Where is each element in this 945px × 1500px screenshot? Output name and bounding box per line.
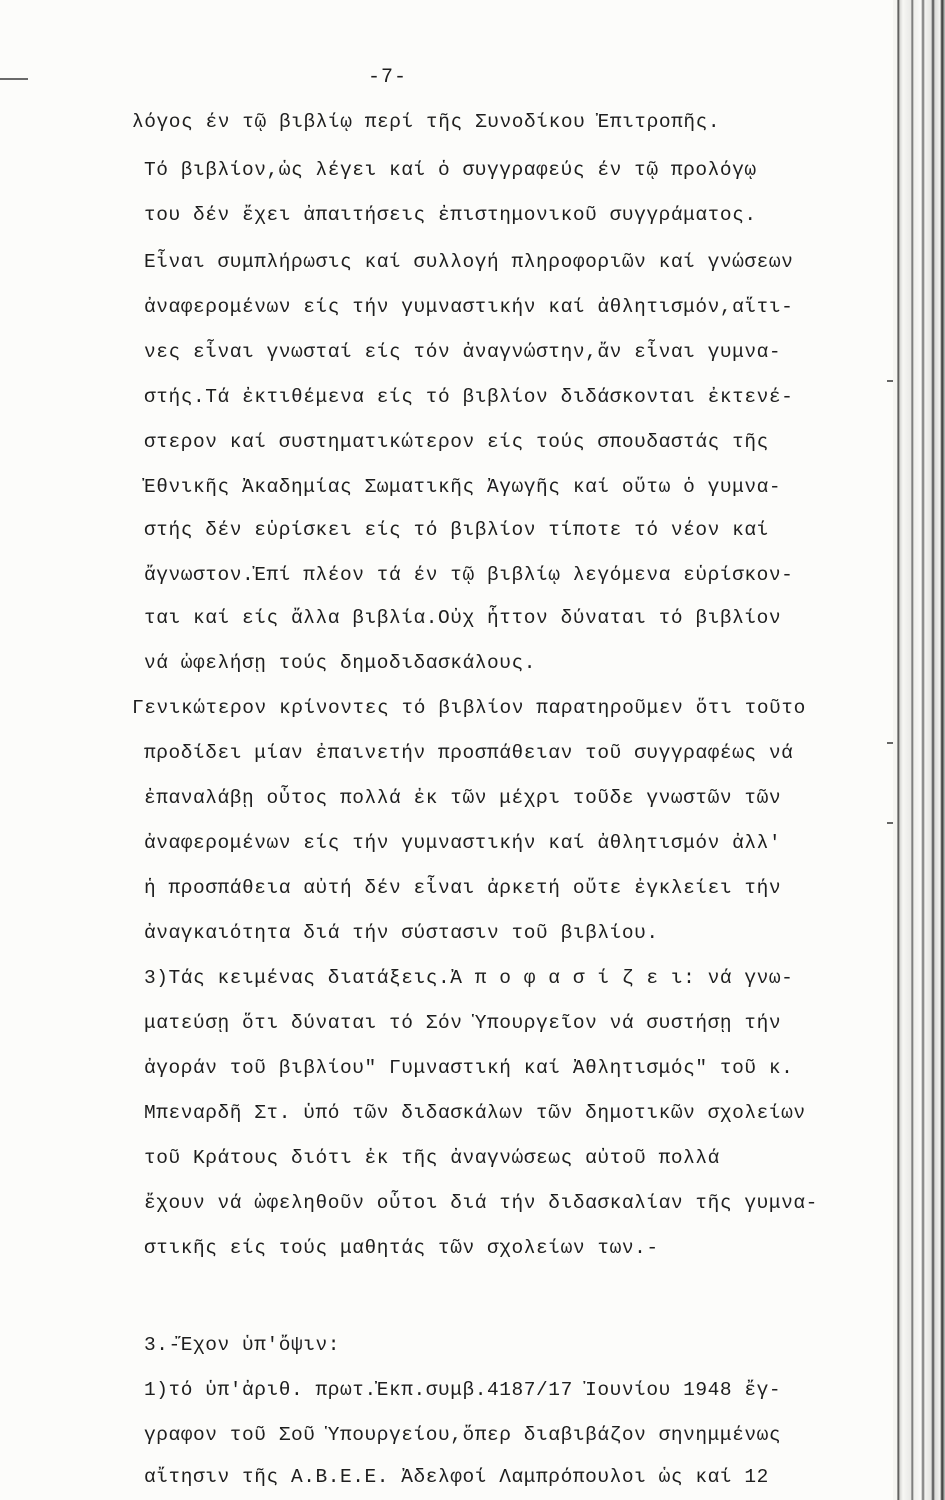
text-line: στερον καί συστηματικώτερον είς τούς σπουδαστάς τῆς — [144, 431, 769, 453]
text-line: Τό βιβλίον,ὡς λέγει καί ὁ συγγραφεύς έν τῷ προλόγῳ — [144, 159, 757, 181]
page-number: -7- — [368, 66, 408, 89]
text-line: ἡ προσπάθεια αὐτή δέν εἶναι ἀρκετή οὔτε ἐγκλείει τήν — [144, 877, 782, 899]
text-line: ματεύσῃ ὅτι δύναται τό Σόν Ὑπουργεῖον νά συστήσῃ τήν — [144, 1012, 782, 1034]
text-line: στικῆς είς τούς μαθητάς τῶν σχολείων των.- — [144, 1237, 659, 1259]
text-line: Γενικώτερον κρίνοντες τό βιβλίον παρατηροῦμεν ὅτι τοῦτο — [132, 697, 806, 719]
text-line: Εἶναι συμπλήρωσις καί συλλογή πληροφοριῶν καί γνώσεων — [144, 251, 794, 273]
text-line: νες εἶναι γνωσταί είς τόν ἀναγνώστην,ἄν εἶναι γυμνα- — [144, 341, 782, 363]
text-line: ἔχουν νά ὠφεληθοῦν οὗτοι διά τήν διδασκαλίαν τῆς γυμνα- — [144, 1192, 818, 1214]
text-line: γραφον τοῦ Σοῦ Ὑπουργείου,ὅπερ διαβιβάζον σηνημμένως — [144, 1424, 782, 1446]
text-line: ἀναφερομένων είς τήν γυμναστικήν καί ἀθλητισμόν,αἵτι- — [144, 296, 794, 318]
text-line: ἀναφερομένων είς τήν γυμναστικήν καί ἀθλητισμόν ἀλλ' — [144, 832, 782, 854]
text-line: τοῦ Κράτους διότι ἐκ τῆς ἀναγνώσεως αὐτοῦ πολλά — [144, 1147, 720, 1169]
text-line: προδίδει μίαν ἐπαινετήν προσπάθειαν τοῦ συγγραφέως νά — [144, 742, 794, 764]
margin-mark — [0, 78, 28, 80]
text-line: Ἐθνικῆς Ἀκαδημίας Σωματικῆς Ἀγωγῆς καί οὕτω ὁ γυμνα- — [144, 476, 782, 498]
text-line: ἄγνωστον.Ἐπί πλέον τά έν τῷ βιβλίῳ λεγόμενα εὑρίσκον- — [144, 564, 794, 586]
text-line: νά ὠφελήσῃ τούς δημοδιδασκάλους. — [144, 652, 537, 674]
text-line: του δέν ἔχει ἀπαιτήσεις ἐπιστημονικοῦ συγγράματος. — [144, 204, 757, 226]
text-line: ται καί είς ἄλλα βιβλία.Οὐχ ἧττον δύναται τό βιβλίον — [144, 607, 782, 629]
section-heading: 3.-Ἔχον ὑπ'ὄψιν: — [144, 1334, 341, 1356]
text-line: λόγος έν τῷ βιβλίῳ περί τῆς Συνοδίκου Ἐπιτροπῆς. — [132, 111, 721, 133]
text-line: ἀγοράν τοῦ βιβλίου" Γυμναστική καί Ἀθλητισμός" τοῦ κ. — [144, 1057, 794, 1079]
text-line: ἐπαναλάβῃ οὗτος πολλά ἐκ τῶν μέχρι τοῦδε γνωστῶν τῶν — [144, 787, 782, 809]
text-line: 3)Τάς κειμένας διατάξεις.Ἀ π ο φ α σ ί ζ ε ι: νά γνω- — [144, 967, 794, 989]
text-line: στής δέν εὑρίσκει είς τό βιβλίον τίποτε τό νέον καί — [144, 519, 769, 541]
text-line: στής.Τά ἐκτιθέμενα είς τό βιβλίον διδάσκονται ἐκτενέ- — [144, 386, 794, 408]
binding-edge — [893, 0, 945, 1500]
text-line: 1)τό ὑπ'ἀριθ. πρωτ.Ἐκπ.συμβ.4187/17 Ἰουνίου 1948 ἔγ- — [144, 1379, 782, 1401]
text-line: Μπεναρδῆ Στ. ὑπό τῶν διδασκάλων τῶν δημοτικῶν σχολείων — [144, 1102, 806, 1124]
text-line: αἴτησιν τῆς Α.Β.Ε.Ε. Ἀδελφοί Λαμπρόπουλοι ὡς καί 12 — [144, 1466, 769, 1488]
text-line: ἀναγκαιότητα διά τήν σύστασιν τοῦ βιβλίου. — [144, 922, 659, 944]
